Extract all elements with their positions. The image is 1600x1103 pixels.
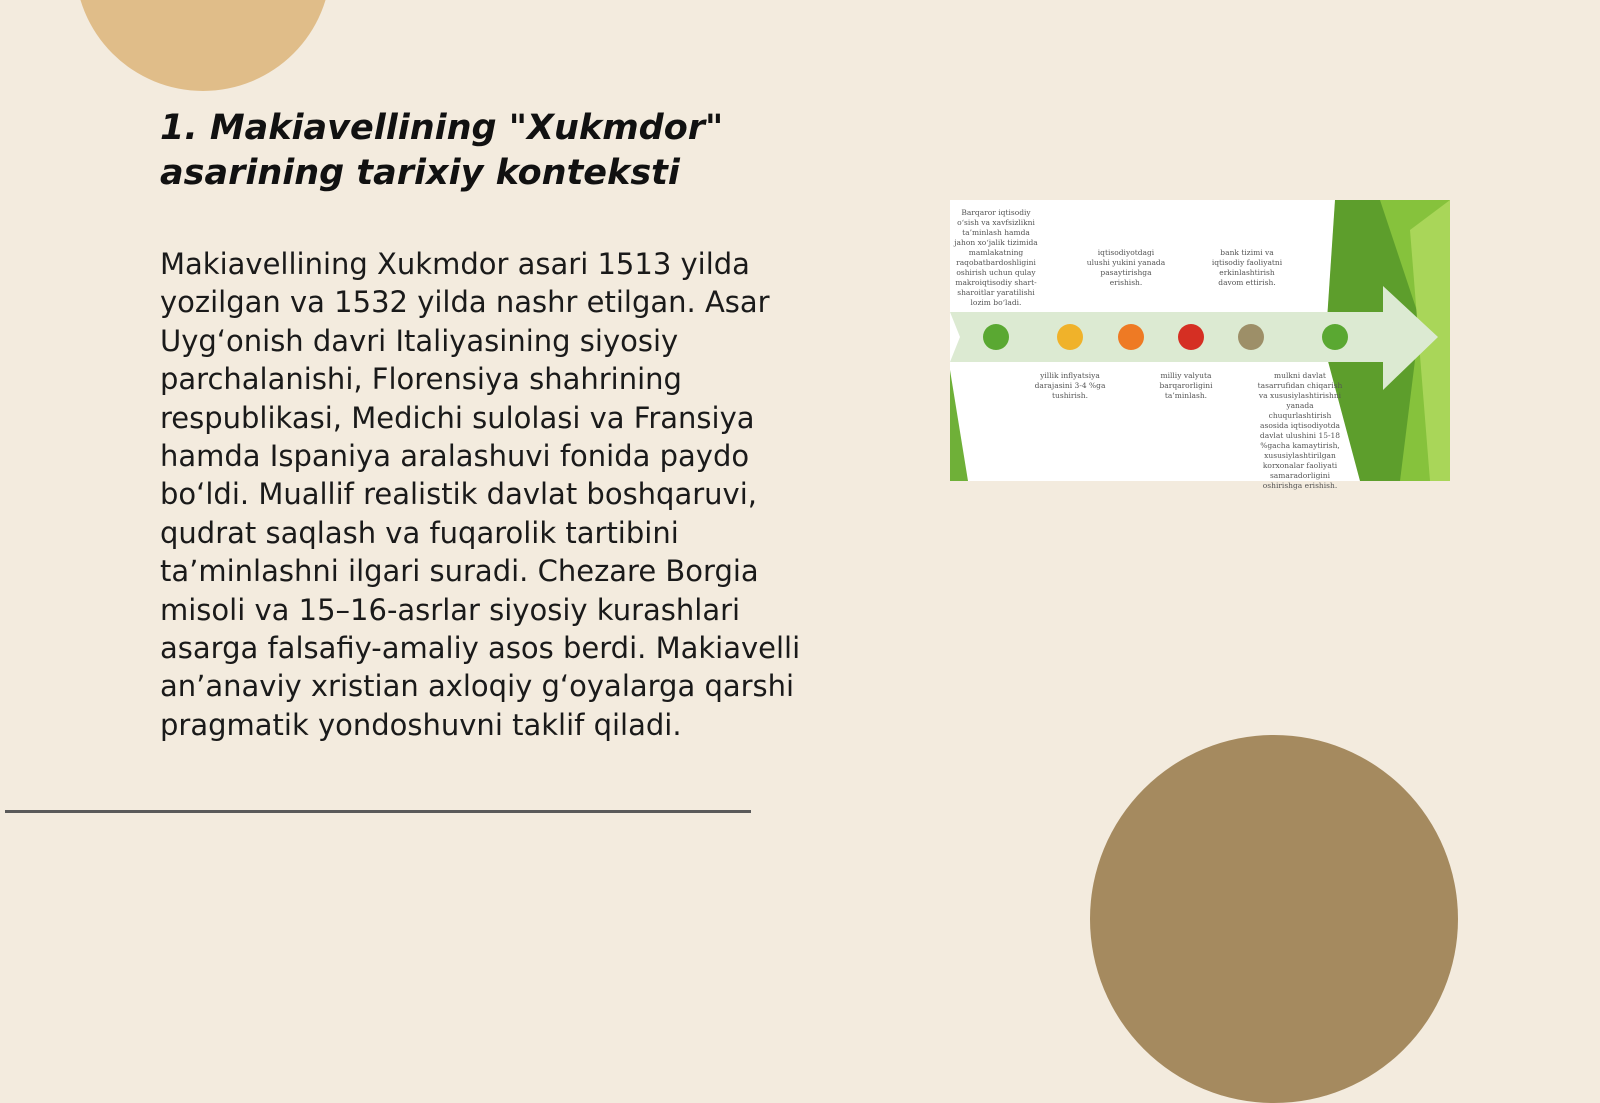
timeline-label-bottom: mulkni davlat tasarrufidan chiqarish va xususiylashtirishni yanada chuqurlashtirish asosida iqtisodiyotda davlat ulushini 15-18 %gacha kamaytirish, xususiylashtirilgan korxonalar faoliyati samaradorligini oshirishga erishish. [1257,371,1343,490]
timeline-dot [1322,324,1348,350]
timeline-label-bottom: milliy valyuta barqarorligini ta’minlash. [1159,371,1213,400]
timeline-dot [1118,324,1144,350]
timeline-label-top: iqtisodiyotdagi ulushi yukini yanada pasaytirishga erishish. [1086,248,1166,287]
slide-title: 1. Makiavellining "Xukmdor" asarining tarixiy konteksti [160,108,724,193]
timeline-image [950,200,1450,490]
timeline-dot [1057,324,1083,350]
timeline-label-top: Barqaror iqtisodiy o‘sish va xavfsizlikni ta’minlash hamda jahon xo‘jalik tizimida mamlakatning raqobatbardoshligini oshirish uchun qulay makroiqtisodiy shart-sharoitlar yaratilishi lozim bo‘ladi. [954,208,1038,307]
timeline-label-bottom: yillik inflyatsiya darajasini 3-4 %ga tushirish. [1034,371,1106,400]
timeline-label-top: bank tizimi va iqtisodiy faoliyatni erkinlashtirish davom ettirish. [1211,248,1283,287]
divider-line [5,810,751,813]
decorative-circle-top [75,0,331,91]
timeline-dot [983,324,1009,350]
green-shard [950,370,968,481]
slide-paragraph: Makiavellining Xukmdor asari 1513 yilda yozilgan va 1532 yilda nashr etilgan. Asar Uyg‘onish davri Italiyasining siyosiy parchalanishi, Florensiya shahrining respublikasi, Medichi sulolasi va Fransiya hamda Ispaniya aralashuvi fonida paydo bo‘ldi. Muallif realistik davlat boshqaruvi, qudrat saqlash va fuqarolik tartibini ta’minlashni ilgari suradi. Chezare Borgia misoli va 15–16-asrlar siyosiy kurashlari asarga falsafiy-amaliy asos berdi. Makiavelli an’anaviy xristian axloqiy g‘oyalarga qarshi pragmatik yondoshuvni taklif qiladi. [160,247,801,742]
timeline-dot [1178,324,1204,350]
decorative-circle-bottom [1090,735,1458,1103]
timeline-dot [1238,324,1264,350]
